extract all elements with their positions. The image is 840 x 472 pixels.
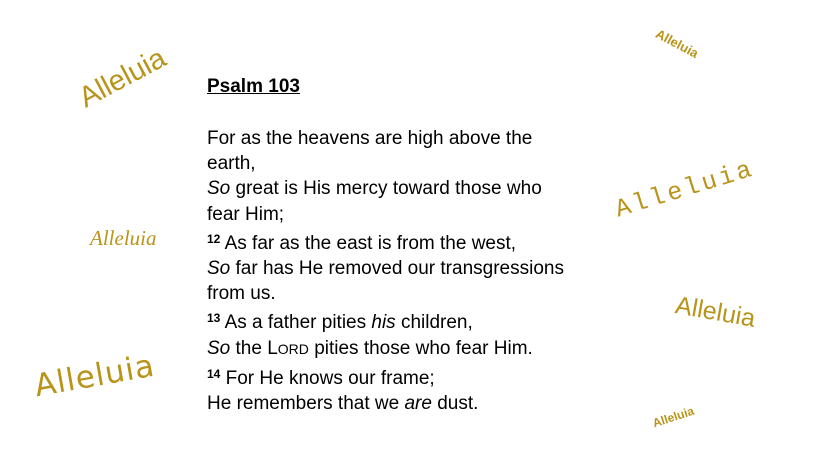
alleluia-watermark: Alleluia xyxy=(650,403,696,431)
slide-title: Psalm 103 xyxy=(207,76,300,97)
verse-emphasis: So xyxy=(207,178,231,200)
alleluia-watermark: Alleluia xyxy=(90,226,157,250)
alleluia-watermark: Alleluia xyxy=(31,347,158,405)
verse-number: 13 xyxy=(207,311,221,326)
alleluia-watermark: Alleluia xyxy=(73,41,172,115)
verse-line xyxy=(207,362,637,391)
verse-text: the L xyxy=(230,337,278,359)
verse-line xyxy=(207,281,637,306)
verse-number: 14 xyxy=(207,366,221,381)
verse-text: far has He removed our transgressions xyxy=(230,258,564,280)
alleluia-watermark: Alleluia xyxy=(673,291,758,333)
alleluia-watermark: Alleluia xyxy=(653,26,702,61)
verse-line xyxy=(207,336,637,362)
verse-text: children, xyxy=(395,312,473,334)
verse-line xyxy=(207,202,637,227)
verse-number: 12 xyxy=(207,231,221,246)
verse-line xyxy=(207,256,637,281)
verse-text: dust. xyxy=(431,393,479,415)
verse-line xyxy=(207,227,637,256)
verse-text: earth, xyxy=(207,153,256,175)
verse-text: For He knows our frame; xyxy=(220,367,435,389)
verse-line xyxy=(207,126,637,151)
verse-line xyxy=(207,176,637,201)
verse-emphasis: So xyxy=(207,258,231,280)
verse-line xyxy=(207,306,637,335)
verse-text: He remembers that we xyxy=(207,393,405,415)
verse-block xyxy=(207,126,637,416)
verse-emphasis: So xyxy=(207,337,231,359)
verse-emphasis: his xyxy=(371,312,396,334)
verse-text: from us. xyxy=(207,283,276,305)
verse-line xyxy=(207,391,637,416)
verse-text: For as the heavens are high above the xyxy=(207,128,533,149)
verse-text: fear Him; xyxy=(207,203,285,225)
verse-text: As a father pities xyxy=(220,312,372,334)
verse-text: pities those who fear Him. xyxy=(308,337,533,359)
alleluia-watermark: Alleluia xyxy=(611,154,759,225)
verse-text: As far as the east is from the west, xyxy=(220,232,517,254)
verse-text: great is His mercy toward those who xyxy=(230,178,542,200)
verse-line xyxy=(207,151,637,176)
verse-emphasis: are xyxy=(404,393,432,415)
small-caps-text: ORD xyxy=(277,340,309,357)
